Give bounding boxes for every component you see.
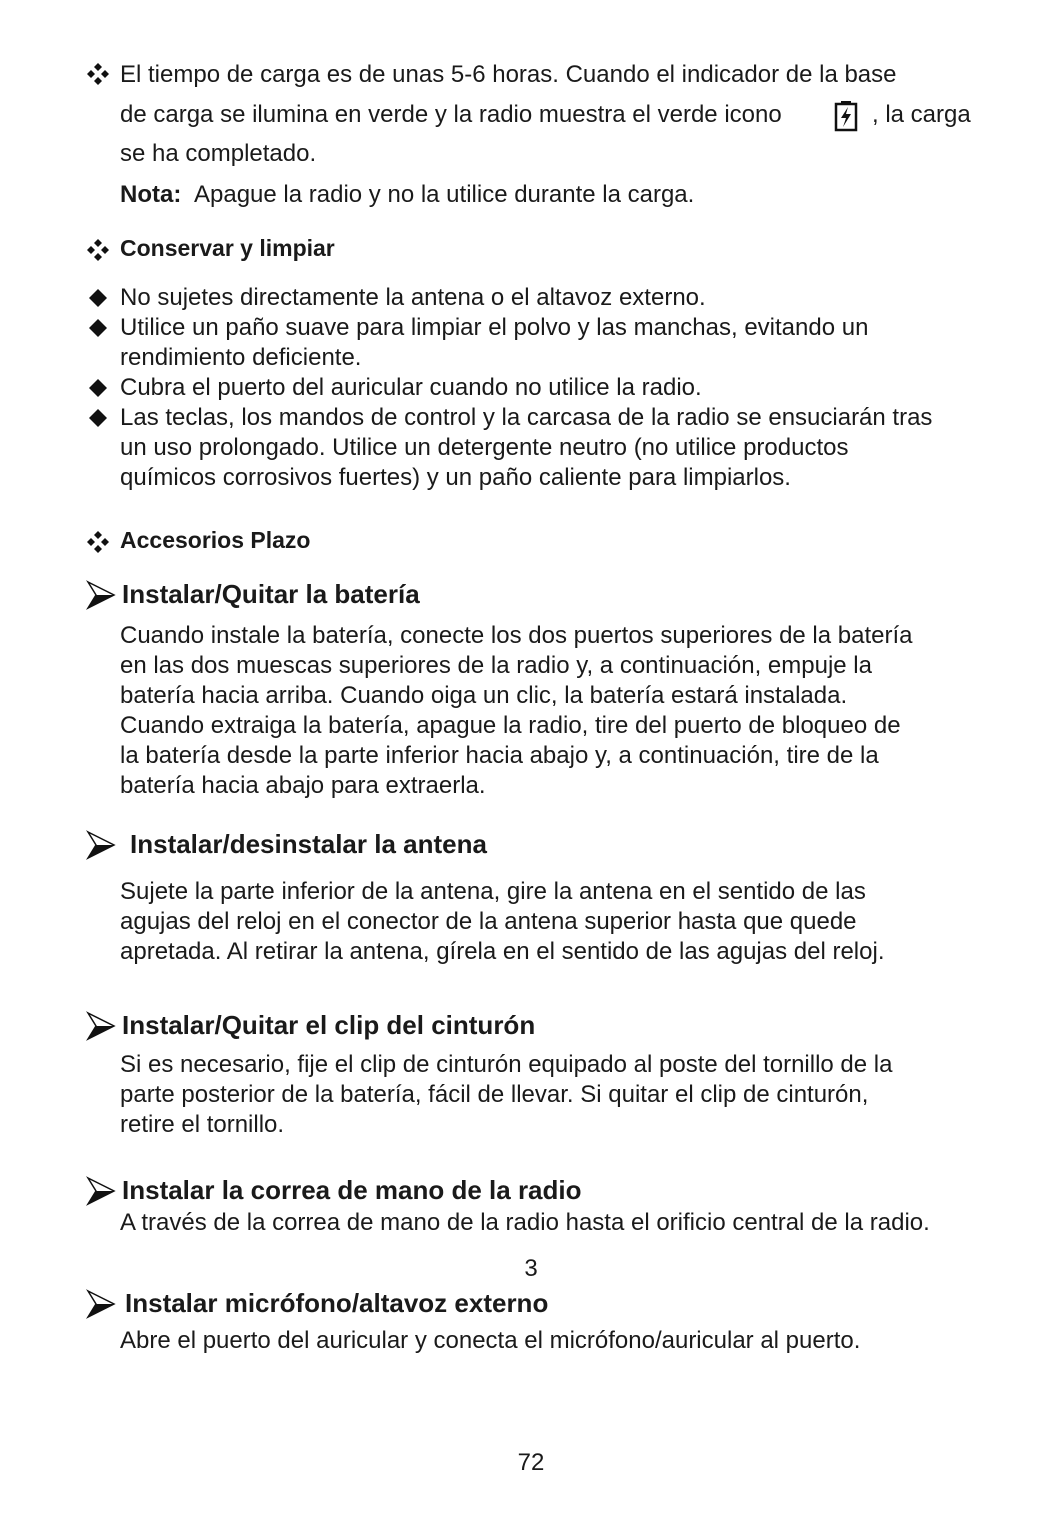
four-diamond-bullet-icon bbox=[86, 62, 110, 86]
diamond-bullet-icon bbox=[88, 378, 108, 398]
section-title: Instalar/Quitar el clip del cinturón bbox=[122, 1010, 536, 1040]
intro-line-3: se ha completado. bbox=[120, 140, 317, 167]
care-item: No sujetes directamente la antena o el altavoz externo. bbox=[120, 284, 706, 311]
care-item-cont: un uso prolongado. Utilice un detergente neutro (no utilice productos bbox=[120, 434, 849, 461]
diamond-bullet-icon bbox=[88, 288, 108, 308]
care-item: Las teclas, los mandos de control y la carcasa de la radio se ensuciarán tras bbox=[120, 404, 933, 431]
section-title: Instalar/Quitar la batería bbox=[122, 579, 420, 609]
intro-line-2a: de carga se ilumina en verde y la radio muestra el verde icono bbox=[120, 101, 782, 128]
battery-charging-icon bbox=[834, 100, 858, 132]
arrow-bullet-icon bbox=[86, 830, 116, 860]
diamond-bullet-icon bbox=[88, 408, 108, 428]
inner-page-number: 3 bbox=[524, 1255, 538, 1282]
section-line: en las dos muescas superiores de la radio y, a continuación, empuje la bbox=[120, 652, 872, 679]
page-number: 72 bbox=[517, 1449, 545, 1476]
heading-accesorios: Accesorios Plazo bbox=[120, 527, 311, 553]
intro-line-2b: , la carga bbox=[872, 101, 971, 128]
section-line: batería hacia arriba. Cuando oiga un clic, la batería estará instalada. bbox=[120, 682, 848, 709]
heading-conservar: Conservar y limpiar bbox=[120, 235, 335, 261]
care-item-cont: rendimiento deficiente. bbox=[120, 344, 362, 371]
section-line: Abre el puerto del auricular y conecta el micrófono/auricular al puerto. bbox=[120, 1327, 861, 1354]
arrow-bullet-icon bbox=[86, 1289, 116, 1319]
section-line: A través de la correa de mano de la radio hasta el orificio central de la radio. bbox=[120, 1209, 930, 1236]
section-line: retire el tornillo. bbox=[120, 1111, 285, 1138]
care-item: Cubra el puerto del auricular cuando no utilice la radio. bbox=[120, 374, 702, 401]
four-diamond-bullet-icon bbox=[86, 238, 110, 262]
section-line: parte posterior de la batería, fácil de llevar. Si quitar el clip de cinturón, bbox=[120, 1081, 869, 1108]
section-line: la batería desde la parte inferior hacia abajo y, a continuación, tire de la bbox=[120, 742, 879, 769]
section-line: Cuando extraiga la batería, apague la radio, tire del puerto de bloqueo de bbox=[120, 712, 901, 739]
section-line: agujas del reloj en el conector de la antena superior hasta que quede bbox=[120, 908, 857, 935]
section-line: Si es necesario, fije el clip de cinturón equipado al poste del tornillo de la bbox=[120, 1051, 893, 1078]
section-line: apretada. Al retirar la antena, gírela en el sentido de las agujas del reloj. bbox=[120, 938, 885, 965]
intro-line-1: El tiempo de carga es de unas 5-6 horas. Cuando el indicador de la base bbox=[120, 61, 897, 88]
care-item: Utilice un paño suave para limpiar el polvo y las manchas, evitando un bbox=[120, 314, 869, 341]
four-diamond-bullet-icon bbox=[86, 530, 110, 554]
section-line: Sujete la parte inferior de la antena, gire la antena en el sentido de las bbox=[120, 878, 866, 905]
section-title: Instalar/desinstalar la antena bbox=[130, 829, 487, 859]
section-title: Instalar micrófono/altavoz externo bbox=[125, 1288, 549, 1318]
arrow-bullet-icon bbox=[86, 1011, 116, 1041]
diamond-bullet-icon bbox=[88, 318, 108, 338]
arrow-bullet-icon bbox=[86, 580, 116, 610]
note-label: Nota: bbox=[120, 181, 182, 208]
section-line: batería hacia abajo para extraerla. bbox=[120, 772, 486, 799]
section-line: Cuando instale la batería, conecte los dos puertos superiores de la batería bbox=[120, 622, 913, 649]
section-title: Instalar la correa de mano de la radio bbox=[122, 1175, 582, 1205]
care-item-cont: químicos corrosivos fuertes) y un paño caliente para limpiarlos. bbox=[120, 464, 791, 491]
note bbox=[120, 180, 694, 210]
arrow-bullet-icon bbox=[86, 1176, 116, 1206]
note-text: Apague la radio y no la utilice durante la carga. bbox=[194, 181, 695, 208]
